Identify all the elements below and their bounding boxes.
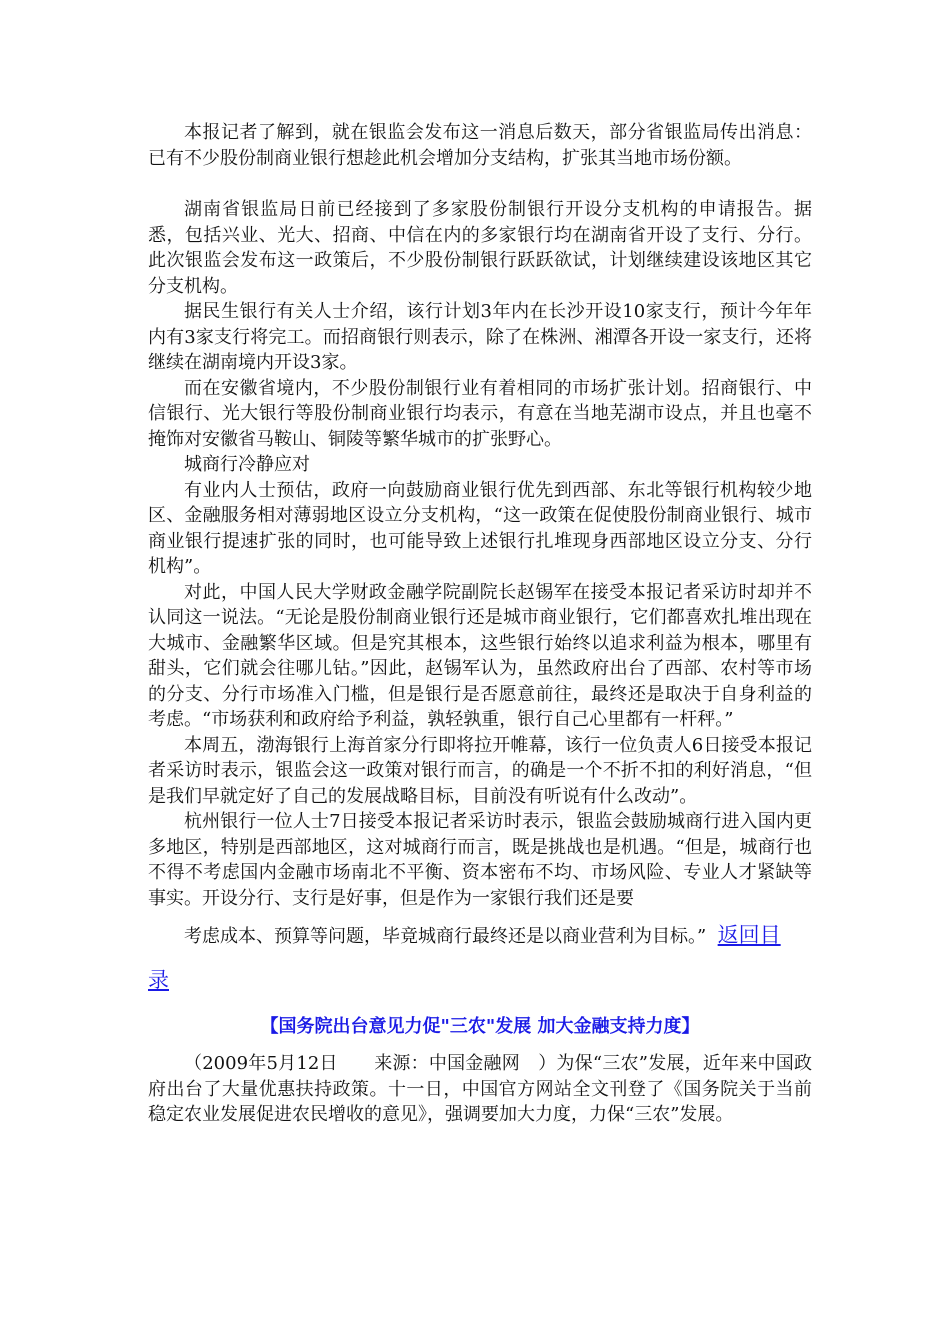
paragraph-8-end-text: 考虑成本、预算等问题，毕竟城商行最终还是以商业营利为目标。” [184,926,707,947]
article-2-title: 【国务院出台意见力促"三农"发展 加大金融支持力度】 [260,1016,700,1037]
paragraph-3: 据民生银行有关人士介绍，该行计划3年内在长沙开设10家支行，预计今年年内有3家支行将完工。而招商银行则表示，除了在株洲、湘潭各开设一家支行，还将继续在湖南境内开设3家。 [148,301,812,373]
toc-link-line [148,961,812,1001]
paragraph-1: 本报记者了解到，就在银监会发布这一消息后数天，部分省银监局传出消息：已有不少股份制商业银行想趁此机会增加分支结构，扩张其当地市场份额。 [148,122,812,169]
paragraph-2: 湖南省银监局日前已经接到了多家股份制银行开设分支机构的申请报告。据悉，包括兴业、光大、招商、中信在内的多家银行均在湖南省开设了支行、分行。此次银监会发布这一政策后，不少股份制银行跃跃欲试，计划继续建设该地区其它分支机构。 [148,199,812,297]
back-to-toc-link[interactable]: 返回目 [717,923,781,947]
paragraph-gap [148,171,812,197]
paragraph-4: 而在安徽省境内，不少股份制银行业有着相同的市场扩张计划。招商银行、中信银行、光大银行等股份制商业银行均表示，有意在当地芜湖市设点，并且也毫不掩饰对安徽省马鞍山、铜陵等繁华城市的扩张野心。 [148,377,812,450]
paragraph-8: 杭州银行一位人士7日接受本报记者采访时表示，银监会鼓励城商行进入国内更多地区，特别是西部地区，这对城商行而言，既是挑战也是机遇。“但是，城商行也不得不考虑国内金融市场南北不平衡、资本密布不均、市场风险、专业人才紧缺等事实。开设分行、支行是好事，但是作为一家银行我们还是要 [148,811,812,909]
back-to-toc-link-cont[interactable]: 录 [148,968,169,992]
paragraph-5: 有业内人士预估，政府一向鼓励商业银行优先到西部、东北等银行机构较少地区、金融服务相对薄弱地区设立分支机构，“这一政策在促使股份制商业银行、城市商业银行提速扩张的同时，也可能导致上述银行扎堆现身西部地区设立分支、分行机构”。 [148,479,812,577]
paragraph-7: 本周五，渤海银行上海首家分行即将拉开帷幕，该行一位负责人6日接受本报记者采访时表示，银监会这一政策对银行而言，的确是一个不折不扣的利好消息，“但是我们早就定好了自己的发展战略目标，目前没有听说有什么改动”。 [148,734,812,807]
document-page [148,120,812,1128]
paragraph-8-end [148,911,812,961]
article-2-paragraph-1: （2009年5月12日 来源：中国金融网 ）为保“三农”发展，近年来中国政府出台了大量优惠扶持政策。十一日，中国官方网站全文刊登了《国务院关于当前稳定农业发展促进农民增收的意见》，强调要加大力度，力保“三农”发展。 [148,1053,812,1125]
paragraph-6: 对此，中国人民大学财政金融学院副院长赵锡军在接受本报记者采访时却并不认同这一说法。“无论是股份制商业银行还是城市商业银行，它们都喜欢扎堆出现在大城市、金融繁华区域。但是究其根本，这些银行始终以追求利益为根本，哪里有甜头，它们就会往哪儿钻。”因此，赵锡军认为，虽然政府出台了西部、农村等市场的分支、分行市场准入门槛，但是银行是否愿意前往，最终还是取决于自身利益的考虑。“市场获利和政府给予利益，孰轻孰重，银行自己心里都有一杆秤。” [148,581,812,730]
section-subheading: 城商行冷静应对 [184,454,310,475]
